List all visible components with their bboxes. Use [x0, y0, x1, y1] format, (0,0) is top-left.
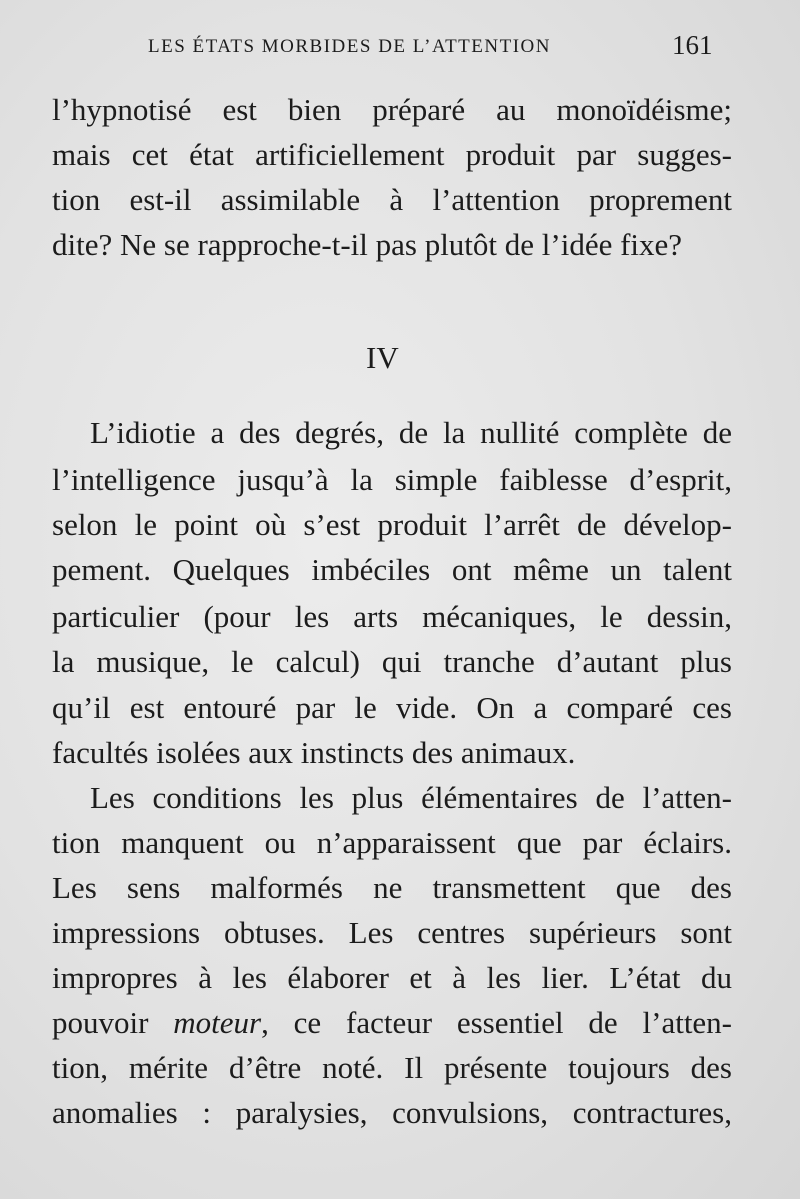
text-line: pement. Quelques imbéciles ont même un talent: [52, 552, 732, 587]
text-line: qu’il est entouré par le vide. On a comparé ces: [52, 690, 732, 725]
page-number: 161: [672, 30, 713, 60]
text-line: mais cet état artificiellement produit par sugges-: [52, 137, 732, 172]
italic-word: moteur: [173, 1005, 262, 1040]
text-line: impressions obtuses. Les centres supérieurs sont: [52, 915, 732, 950]
text-line: la musique, le calcul) qui tranche d’autant plus: [52, 644, 732, 679]
text-line: tion manquent ou n’apparaissent que par éclairs.: [52, 825, 732, 860]
text-line: L’idiotie a des degrés, de la nullité complète de: [90, 415, 732, 450]
text-line: impropres à les élaborer et à les lier. L’état du: [52, 960, 732, 995]
text-line: Les conditions les plus élémentaires de l’atten-: [90, 780, 732, 815]
text-line: dite? Ne se rapproche-t-il pas plutôt de l’idée fixe?: [52, 227, 683, 262]
text-line: anomalies : paralysies, convulsions, contractures,: [52, 1095, 732, 1130]
text-line: tion, mérite d’être noté. Il présente toujours des: [52, 1050, 732, 1085]
text-line: particulier (pour les arts mécaniques, le dessin,: [52, 599, 732, 634]
text-line: tion est-il assimilable à l’attention proprement: [52, 182, 732, 217]
text-line: l’hypnotisé est bien préparé au monoïdéisme;: [52, 92, 732, 127]
text-segment: , ce facteur essentiel de l’atten-: [261, 1005, 733, 1040]
text-line: facultés isolées aux instincts des animaux.: [52, 735, 576, 770]
text-line: [52, 1003, 732, 1043]
section-number: IV: [366, 340, 399, 375]
text-line: l’intelligence jusqu’à la simple faiblesse d’esprit,: [52, 462, 732, 497]
text-line: Les sens malformés ne transmettent que des: [52, 870, 732, 905]
running-head-title: LES ÉTATS MORBIDES DE L’ATTENTION: [148, 36, 551, 57]
text-segment: pouvoir: [52, 1005, 174, 1040]
text-line: selon le point où s’est produit l’arrêt de dévelop-: [52, 507, 732, 542]
